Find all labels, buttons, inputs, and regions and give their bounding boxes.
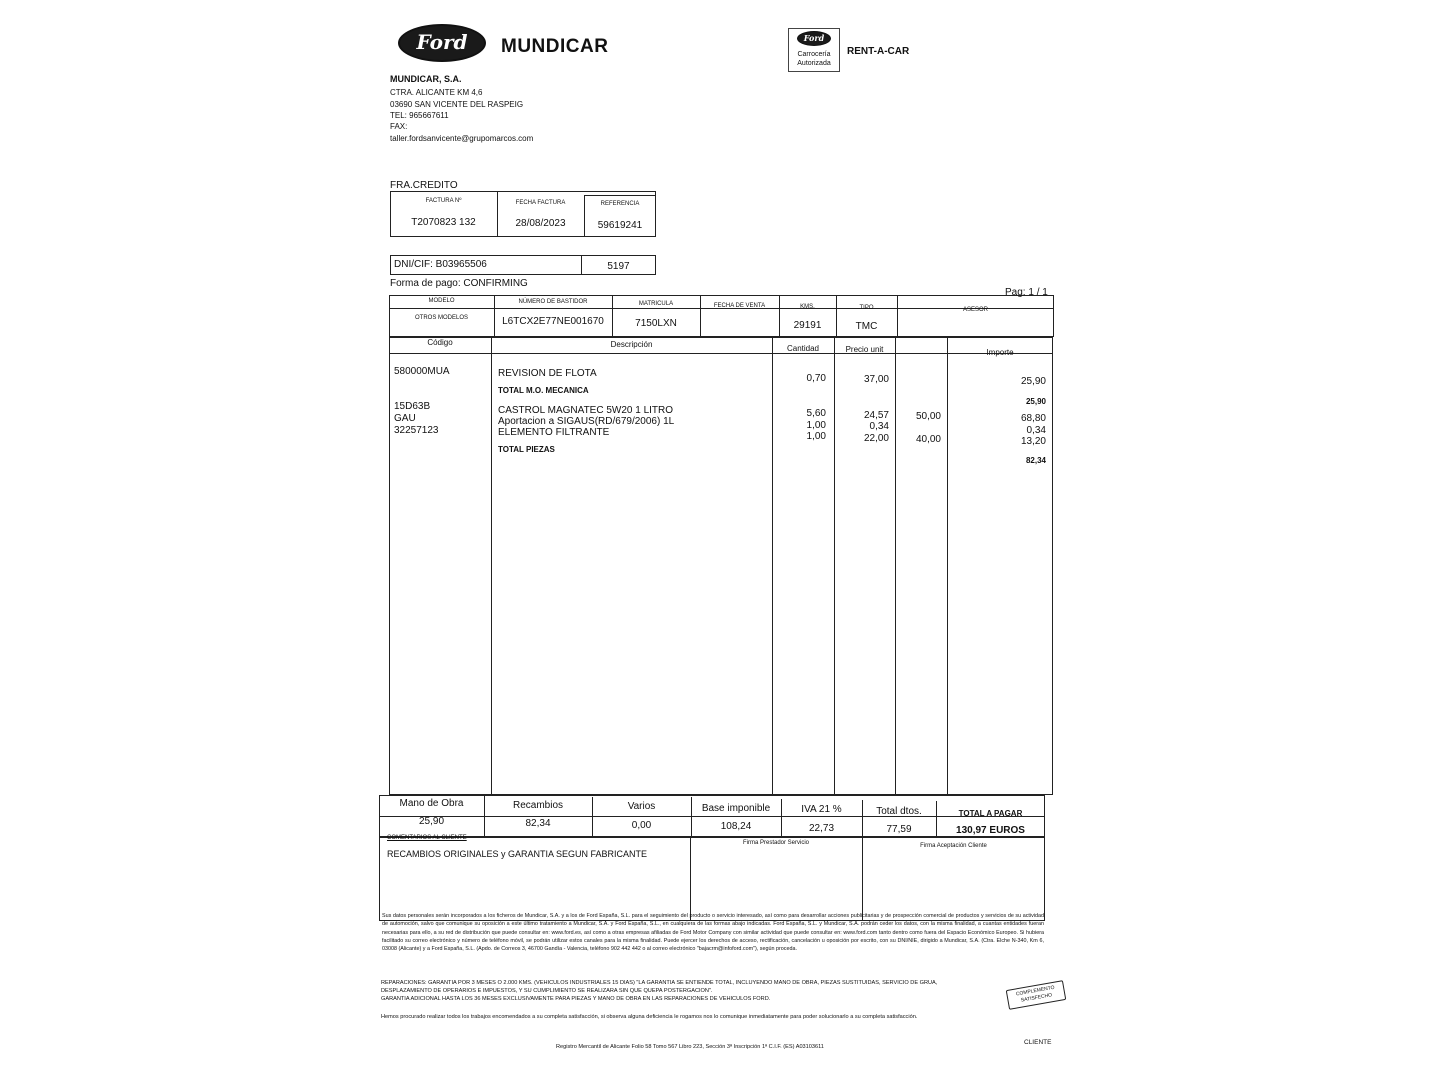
items-header-precio: Precio unit [845, 345, 884, 354]
items-header-importe: Importe [986, 348, 1014, 357]
vehicle-tipo: TMC [855, 321, 878, 332]
ford-logo [398, 24, 486, 62]
item-unit-price: 24,57 [863, 410, 889, 421]
carroceria-line2: Autorizada [797, 60, 831, 67]
warranty-line4: Hemos procurado realizar todos los trabajos encomendados a su completa satisfacción, si observa alguna deficiencia le rogamos nos lo comunique inmediatamente para poder solucionarlo a su completa satisfacción. [381, 1014, 918, 1020]
vehicle-modelo: OTROS MODELOS [414, 315, 468, 321]
item-quantity: 5,60 [806, 408, 826, 419]
firma-prestador-label: Firma Prestador Servicio [742, 840, 810, 846]
company-name: MUNDICAR, S.A. [390, 74, 462, 84]
totals-iva-header: IVA 21 % [801, 804, 842, 815]
item-code: 32257123 [394, 425, 439, 436]
vehicle-matricula-header: MATRICULA [638, 301, 674, 307]
vehicle-matricula: 7150LXN [635, 318, 677, 329]
item-amount: 25,90 [1020, 376, 1046, 387]
payment-method: Forma de pago: CONFIRMING [390, 278, 528, 289]
total-mo-label: TOTAL M.O. MECANICA [498, 386, 589, 395]
vehicle-bastidor: L6TCX2E77NE001670 [502, 316, 604, 327]
invoice-reference: 59619241 [597, 220, 643, 231]
item-code: 580000MUA [394, 366, 450, 377]
totals-mano-obra: 25,90 [418, 816, 445, 827]
invoice-number-header: FACTURA Nº [425, 198, 462, 204]
items-header-codigo: Código [427, 338, 453, 347]
rent-a-car-label: RENT-A-CAR [847, 46, 910, 57]
item-description: CASTROL MAGNATEC 5W20 1 LITRO [498, 405, 674, 416]
total-piezas-label: TOTAL PIEZAS [498, 445, 555, 454]
item-unit-price: 37,00 [863, 374, 889, 385]
vehicle-bastidor-header: NÚMERO DE BASTIDOR [518, 299, 588, 305]
warranty-line3: GARANTIA ADICIONAL HASTA LOS 36 MESES EXCLUSIVAMENTE PARA PIEZAS Y MANO DE OBRA EN LAS REPARACIONES DE VEHICULOS FORD. [381, 996, 771, 1002]
company-fax: FAX: [390, 122, 408, 131]
item-quantity: 1,00 [806, 420, 826, 431]
ford-logo-text: Ford [416, 30, 468, 54]
company-email: taller.fordsanvicente@grupomarcos.com [390, 134, 534, 143]
company-tel: TEL: 965667611 [390, 111, 449, 120]
dni-cif: DNI/CIF: B03965506 [394, 259, 487, 270]
company-address2: 03690 SAN VICENTE DEL RASPEIG [390, 100, 524, 109]
carroceria-logo-text: Ford [803, 33, 825, 43]
total-piezas-value: 82,34 [1025, 456, 1046, 465]
item-unit-price: 0,34 [869, 421, 889, 432]
copy-label: CLIENTE [1024, 1039, 1052, 1046]
item-amount: 0,34 [1026, 425, 1046, 436]
comments-text: RECAMBIOS ORIGINALES y GARANTIA SEGUN FABRICANTE [387, 849, 648, 859]
carroceria-ford-logo [797, 31, 831, 46]
item-discount: 50,00 [915, 411, 941, 422]
invoice-type: FRA.CREDITO [390, 180, 458, 191]
page-number: Pag: 1 / 1 [1005, 287, 1048, 298]
vehicle-fecha-venta-header: FECHA DE VENTA [713, 303, 766, 309]
totals-base: 108,24 [720, 821, 752, 832]
invoice-number: T2070823 132 [411, 217, 476, 228]
carroceria-badge [788, 28, 840, 72]
items-header-cantidad: Cantidad [786, 344, 820, 353]
firma-cliente-label: Firma Aceptación Cliente [920, 843, 987, 849]
client-code: 5197 [607, 261, 630, 272]
item-description: Aportacion a SIGAUS(RD/679/2006) 1L [498, 416, 675, 427]
totals-pagar: 130,97 EUROS [956, 825, 1025, 836]
item-code: GAU [394, 413, 416, 424]
invoice-date-header: FECHA FACTURA [515, 200, 566, 206]
warranty-line1: REPARACIONES: GARANTIA POR 3 MESES O 2.000 KMS. (VEHICULOS INDUSTRIALES 15 DIAS) "LA GARANTIA SE ENTIENDE TOTAL, INCLUYENDO MANO DE OBRA, PIEZAS SUSTITUIDAS, SERVICIO DE GRUA, [381, 980, 938, 986]
totals-dtos: 77,59 [886, 824, 912, 835]
stamp-text: COMPLEMENTO SATISFECHO [1015, 984, 1056, 1004]
vehicle-modelo-header: MODELO [428, 298, 455, 304]
company-address1: CTRA. ALICANTE KM 4,6 [390, 88, 483, 97]
item-amount: 68,80 [1020, 413, 1046, 424]
item-code: 15D63B [394, 401, 431, 412]
total-mo-value: 25,90 [1025, 397, 1046, 406]
stamp [1006, 980, 1067, 1010]
item-discount: 40,00 [915, 434, 941, 445]
totals-dtos-header: Total dtos. [876, 806, 922, 817]
item-amount: 13,20 [1020, 436, 1046, 447]
registry-line: Registro Mercantil de Alicante Folio 58 Tomo 567 Libro 223, Sección 3ª Inscripción 1ª C.I.F. (ES) A03103611 [556, 1044, 824, 1050]
privacy-notice: Sus datos personales serán incorporados a los ficheros de Mundicar, S.A. y a los de Ford España, S.L. para el seguimiento del producto o servicio interesado, así como para desarrollar acciones publicitarias y de prospección comercial de productos y servicios de su actividad de automoción, salvo que comunique su oposición a este último tratamiento a Mundicar, S.A. y Ford España, S.L., en cualquiera de las formas abajo indicadas. Ford España, S.L. y Mundicar, S.A. podrán ceder los datos, con la misma finalidad, a cuantas entidades fueran necesarias para ello, a su red de distribución que puede consultar en: www.ford.es, así como a otras empresas afiliadas de Ford Motor Company con similar actividad que puede consultar en: www.ford.com tanto dentro como fuera del Espacio Económico Europeo. Si hubiera facilitado su correo electrónico y número de teléfono móvil, se podrán utilizar estos canales para la misma finalidad. Puede ejercer los derechos de acceso, rectificación, cancelación u oposición por escrito, con su DNI/NIE, dirigido a Mundicar, S.A. (Ctra. Elche N-340, Km 6, 03008 (Alicante) y a Ford España, S.L. (Apdo. de Correos 3, 46700 Gandía - Valencia, teléfono 902 442 442 o al correo electrónico "bajacrm@infoford.com"), según proceda. [382, 913, 1044, 953]
totals-recambios: 82,34 [525, 818, 551, 829]
item-quantity: 1,00 [806, 431, 826, 442]
totals-recambios-header: Recambios [512, 800, 564, 811]
vehicle-kms: 29191 [793, 320, 822, 331]
vehicle-asesor-header: ASESOR [962, 307, 988, 313]
item-description: REVISION DE FLOTA [498, 368, 597, 379]
totals-iva: 22,73 [808, 823, 835, 834]
carroceria-line1: Carrocería [797, 51, 831, 58]
totals-pagar-header: TOTAL A PAGAR [958, 809, 1023, 818]
invoice-date: 28/08/2023 [515, 218, 566, 229]
warranty-line2: DESPLAZAMIENTO DE OPERARIOS E IMPUESTOS, Y SU CUMPLIMIENTO SE REALIZARA SIN QUE QUEPA POSTERGACION". [381, 988, 713, 994]
vehicle-tipo-header: TIPO [859, 305, 874, 311]
totals-mano-obra-header: Mano de Obra [399, 798, 464, 809]
totals-varios: 0,00 [631, 820, 652, 831]
items-header-descripcion: Descripción [610, 340, 653, 349]
company-brand: MUNDICAR [501, 36, 609, 57]
totals-varios-header: Varios [627, 801, 656, 812]
item-unit-price: 22,00 [863, 433, 889, 444]
invoice-ref-header: REFERENCIA [600, 201, 640, 207]
comments-label: COMENTARIOS AL CLIENTE [387, 835, 467, 841]
item-quantity: 0,70 [806, 373, 826, 384]
totals-base-header: Base imponible [701, 803, 771, 814]
vehicle-kms-header: KMS. [800, 304, 815, 310]
item-description: ELEMENTO FILTRANTE [498, 427, 610, 438]
